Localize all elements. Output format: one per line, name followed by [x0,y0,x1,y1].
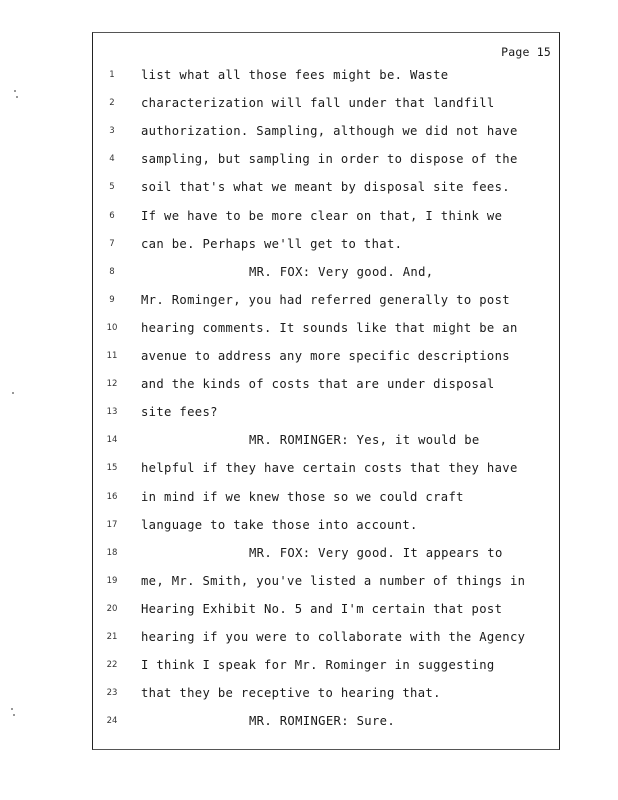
transcript-line [93,290,559,310]
line-text: Hearing Exhibit No. 5 and I'm certain that post [141,601,503,616]
line-text: If we have to be more clear on that, I think we [141,208,503,223]
line-text: sampling, but sampling in order to dispose of the [141,152,518,167]
line-number: 13 [106,407,118,418]
transcript-line [93,149,559,169]
transcript-line [93,599,559,619]
transcript-line [93,487,559,507]
line-text: MR. FOX: Very good. It appears to [249,545,503,560]
line-text: helpful if they have certain costs that they have [141,461,518,476]
transcript-line [93,402,559,422]
line-text: MR. ROMINGER: Yes, it would be [249,433,480,448]
line-text: MR. FOX: Very good. And, [249,264,434,279]
line-text: list what all those fees might be. Waste [141,68,449,82]
line-number: 18 [106,547,118,558]
line-number: 11 [106,351,118,361]
line-text: Mr. Rominger, you had referred generally to post [141,292,510,307]
line-text: language to take those into account. [141,517,418,532]
line-number: 17 [106,519,118,530]
transcript-line [93,206,559,226]
line-number: 24 [106,716,118,727]
transcript-line [93,711,559,731]
line-number: 2 [109,98,115,109]
transcript-line [93,318,559,338]
scan-speck [13,714,15,716]
transcript-line [93,543,559,563]
line-number: 12 [106,379,118,390]
transcript-line [93,262,559,282]
transcript-line [93,515,559,535]
line-text: I think I speak for Mr. Rominger in suggesting [141,658,495,673]
line-number: 1 [109,70,115,80]
scan-speck [12,392,14,394]
transcript-line [93,571,559,591]
transcript-line [93,234,559,254]
scan-speck [11,708,13,710]
line-text: authorization. Sampling, although we did not have [141,124,518,139]
line-text: me, Mr. Smith, you've listed a number of things in [141,573,526,588]
transcript-line [93,374,559,394]
line-text: characterization will fall under that landfill [141,96,495,111]
transcript-line [93,655,559,675]
transcript-line [93,627,559,647]
scan-speck [14,90,16,92]
line-text: and the kinds of costs that are under disposal [141,377,495,392]
line-number: 4 [109,154,115,165]
line-text: hearing comments. It sounds like that might be an [141,320,518,335]
line-number: 16 [106,491,118,502]
line-number: 8 [109,266,115,277]
line-text: avenue to address any more specific descriptions [141,349,510,363]
line-number: 23 [106,688,118,699]
line-number: 6 [109,210,115,221]
transcript-line [93,93,559,113]
line-number: 22 [106,660,118,671]
line-number: 15 [106,463,118,474]
transcript-line [93,458,559,478]
line-number: 5 [109,182,115,193]
line-text: hearing if you were to collaborate with the Agency [141,630,526,644]
line-text: in mind if we knew those so we could craft [141,489,464,504]
line-number: 20 [106,603,118,614]
line-text: MR. ROMINGER: Sure. [249,714,396,729]
transcript-line [93,430,559,450]
transcript-line [93,683,559,703]
scan-speck [16,96,18,98]
transcript-line [93,65,559,85]
transcript-page [92,32,560,750]
line-number: 19 [106,575,118,586]
line-number: 14 [106,435,118,446]
transcript-line [93,121,559,141]
line-text: soil that's what we meant by disposal site fees. [141,180,510,195]
line-number: 9 [109,294,115,305]
transcript-line [93,346,559,366]
page-number: Page 15 [501,45,551,59]
line-text: that they be receptive to hearing that. [141,686,441,701]
line-number: 10 [106,322,118,333]
line-number: 21 [106,632,118,642]
line-text: site fees? [141,405,218,420]
line-number: 3 [109,126,115,137]
transcript-line [93,177,559,197]
line-number: 7 [109,238,115,249]
line-text: can be. Perhaps we'll get to that. [141,236,403,251]
